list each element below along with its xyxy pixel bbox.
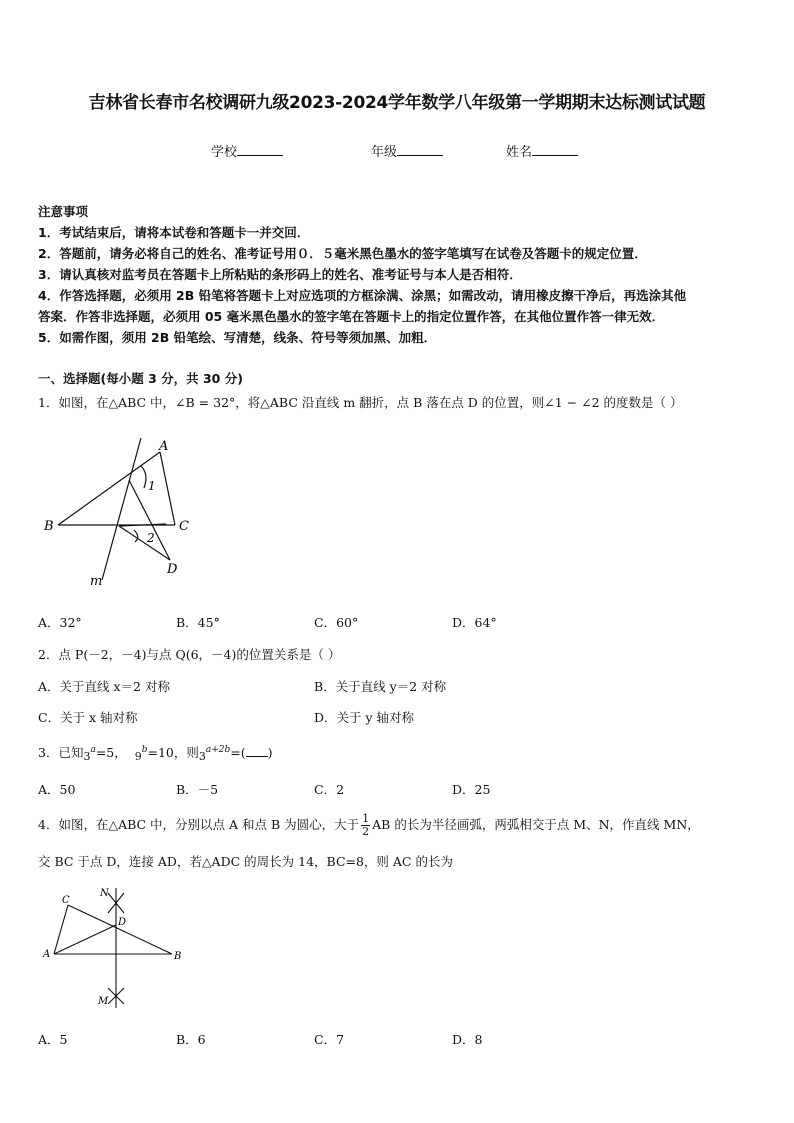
segment-ba <box>58 452 160 525</box>
q4-option-c[interactable]: C．7 <box>314 1032 345 1047</box>
q2-option-c[interactable]: C．关于 x 轴对称 <box>38 710 138 725</box>
question-4-line-2: 交 BC 于点 D，连接 AD，若△ADC 的周长为 14，BC=8，则 AC 的长为 <box>38 854 453 869</box>
notice-item: 3．请认真核对监考员在答题卡上所粘贴的条形码上的姓名、准考证号与本人是否相符． <box>38 267 522 282</box>
q3-eq1-base: 3 <box>83 750 91 764</box>
q2-option-d[interactable]: D．关于 y 轴对称 <box>314 710 415 725</box>
page-title: 吉林省长春市名校调研九级2023-2024学年数学八年级第一学期期末达标测试试题 <box>88 93 706 113</box>
notice-item: 5．如需作图，须用 2B 铅笔绘、写清楚，线条、符号等须加黑、加粗． <box>38 330 437 345</box>
question-1-text: 1．如图，在△ABC 中，∠B = 32°，将△ABC 沿直线 m 翻折，点 B 落在点 D 的位置，则∠1 − ∠2 的度数是（ ） <box>38 395 683 410</box>
notice-item: 2．答题前，请务必将自己的姓名、准考证号用０．５毫米黑色墨水的签字笔填写在试卷及答题卡的规定位置． <box>38 246 647 261</box>
grade-field <box>371 141 443 160</box>
notice-item: 1．考试结束后，请将本试卷和答题卡一并交回． <box>38 225 310 240</box>
segment-fd <box>119 526 170 560</box>
q3-eq3-base: 3 <box>198 750 206 764</box>
school-blank <box>237 143 283 156</box>
angle-1-arc <box>141 466 146 488</box>
q3-pre: 3．已知 <box>38 745 84 761</box>
q3-close: ) <box>267 745 273 761</box>
label-d: D <box>118 917 127 928</box>
section-heading: 一、选择题(每小题 3 分，共 30 分) <box>38 371 243 386</box>
notice-item: 答案．作答非选择题，必须用 05 毫米黑色墨水的签字笔在答题卡上的指定位置作答，在其他位置作答一律无效． <box>38 309 665 324</box>
q1-option-a[interactable]: A．32° <box>38 615 82 630</box>
q3-eq2-exp: b <box>141 745 148 755</box>
q2-option-b[interactable]: B．关于直线 y＝2 对称 <box>314 679 447 694</box>
label-c: C <box>179 519 189 534</box>
q3-eq1-exp: a <box>90 745 96 755</box>
label-a: A <box>159 439 169 454</box>
label-c: C <box>62 895 70 906</box>
segment-ca <box>54 905 68 954</box>
frac-den: 2 <box>362 825 370 838</box>
label-angle-1: 1 <box>148 479 156 493</box>
label-b: B <box>174 951 182 962</box>
question-2-text: 2．点 P(－2，－4)与点 Q(6，－4)的位置关系是（ ） <box>38 647 341 662</box>
grade-label: 年级 <box>371 145 398 160</box>
q4-option-b[interactable]: B．6 <box>176 1032 206 1047</box>
label-a: A <box>43 949 51 960</box>
q3-eq1-val: =5， <box>95 745 127 761</box>
notice-heading: 注意事项 <box>38 204 89 219</box>
notice-item: 4．作答选择题，必须用 2B 铅笔将答题卡上对应选项的方框涂满、涂黑；如需改动，请用橡皮擦干净后，再选涂其他 <box>38 288 687 303</box>
line-m <box>102 438 141 580</box>
fraction-half <box>361 813 370 838</box>
school-field <box>211 141 283 160</box>
q4-line1-post: AB 的长为半径画弧，两弧相交于点 M、N，作直线 MN， <box>372 817 700 832</box>
q3-answer-blank <box>246 744 268 757</box>
segment-cb <box>68 905 172 954</box>
q3-option-c[interactable]: C．2 <box>314 782 345 797</box>
label-m: m <box>90 574 103 589</box>
q4-option-a[interactable]: A．5 <box>38 1032 68 1047</box>
frac-num: 1 <box>362 812 370 825</box>
q1-option-d[interactable]: D．64° <box>452 615 497 630</box>
name-label: 姓名 <box>506 145 533 160</box>
q1-option-b[interactable]: B．45° <box>176 615 220 630</box>
q3-eq2-base: 9 <box>134 750 142 764</box>
q4-option-d[interactable]: D．8 <box>452 1032 483 1047</box>
question-1-figure <box>38 430 198 590</box>
q3-eq2-val: =10，则 <box>147 745 199 761</box>
school-label: 学校 <box>211 145 238 160</box>
q3-eq3-exp: a+2b <box>205 745 231 755</box>
question-3-text <box>38 740 273 767</box>
label-angle-2: 2 <box>147 531 155 545</box>
label-d: D <box>167 562 178 577</box>
segment-ac <box>160 452 175 525</box>
q3-option-b[interactable]: B．－5 <box>176 782 219 797</box>
name-blank <box>532 143 578 156</box>
name-field <box>506 141 578 160</box>
q3-eq3-val: =( <box>230 745 246 761</box>
q1-option-c[interactable]: C．60° <box>314 615 359 630</box>
q2-option-a[interactable]: A．关于直线 x＝2 对称 <box>38 679 170 694</box>
q3-option-d[interactable]: D．25 <box>452 782 491 797</box>
segment-ad <box>54 925 116 954</box>
question-4-figure <box>38 883 198 1013</box>
question-4-line-1 <box>38 806 700 844</box>
label-b: B <box>44 519 54 534</box>
grade-blank <box>397 143 443 156</box>
q4-line1-pre: 4．如图，在△ABC 中，分别以点 A 和点 B 为圆心，大于 <box>38 817 360 832</box>
q3-option-a[interactable]: A．50 <box>38 782 76 797</box>
label-n: N <box>100 888 109 899</box>
label-m: M <box>98 996 109 1007</box>
